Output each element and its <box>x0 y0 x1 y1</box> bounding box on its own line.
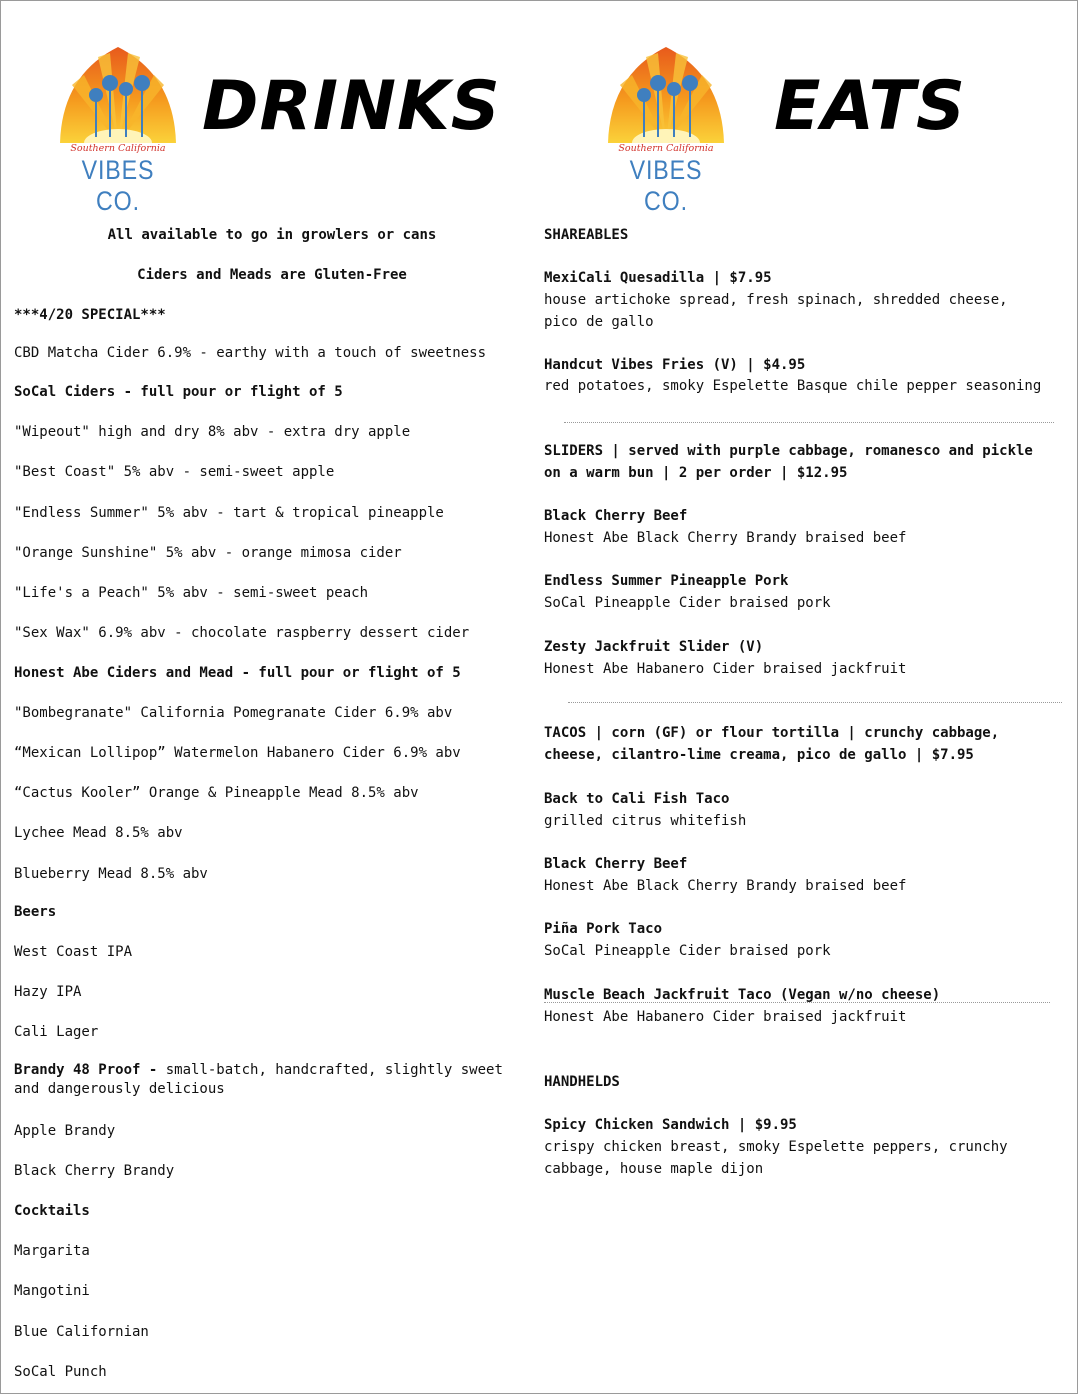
brandy-description: small-batch, handcrafted, slightly sweet and dangerously delicious <box>14 1062 503 1097</box>
taco-name: Black Cherry Beef <box>544 856 688 872</box>
taco-description: Honest Abe Black Cherry Brandy braised beef <box>544 878 907 894</box>
sliders-heading-cont: on a warm bun | 2 per order | $12.95 <box>544 465 848 481</box>
list-item: "Orange Sunshine" 5% abv - orange mimosa cider <box>14 545 402 561</box>
beers-heading: Beers <box>14 904 57 920</box>
list-item: Mangotini <box>14 1283 90 1299</box>
shareables-heading: SHAREABLES <box>544 227 629 243</box>
list-item: Apple Brandy <box>14 1123 116 1139</box>
list-item: Blueberry Mead 8.5% abv <box>14 866 208 882</box>
slider-description: SoCal Pineapple Cider braised pork <box>544 595 831 611</box>
sandwich-name: Spicy Chicken Sandwich | $9.95 <box>544 1117 797 1133</box>
list-item: Margarita <box>14 1243 90 1259</box>
list-item: "Wipeout" high and dry 8% abv - extra dry apple <box>14 424 411 440</box>
list-item: Blue Californian <box>14 1324 149 1340</box>
brandy-heading: Brandy 48 Proof - <box>14 1062 158 1078</box>
slider-name: Black Cherry Beef <box>544 508 688 524</box>
list-item: Hazy IPA <box>14 984 82 1000</box>
tacos-heading: TACOS | corn (GF) or flour tortilla | crunchy cabbage, <box>544 725 1000 741</box>
list-item: Cali Lager <box>14 1024 99 1040</box>
sliders-heading: SLIDERS | served with purple cabbage, romanesco and pickle <box>544 443 1033 459</box>
brandy-block <box>14 1061 530 1099</box>
taco-description: Honest Abe Habanero Cider braised jackfruit <box>544 1009 907 1025</box>
list-item: "Sex Wax" 6.9% abv - chocolate raspberry dessert cider <box>14 625 470 641</box>
fries-name: Handcut Vibes Fries (V) | $4.95 <box>544 357 806 373</box>
taco-description: SoCal Pineapple Cider braised pork <box>544 943 831 959</box>
list-item: SoCal Punch <box>14 1364 107 1380</box>
section-divider <box>544 1002 1050 1003</box>
sunburst-palm-icon <box>58 45 178 143</box>
list-item: “Cactus Kooler” Orange & Pineapple Mead 8.5% abv <box>14 785 419 801</box>
list-item: "Bombegranate" California Pomegranate Cider 6.9% abv <box>14 705 453 721</box>
section-divider <box>564 422 1054 423</box>
list-item: "Best Coast" 5% abv - semi-sweet apple <box>14 464 335 480</box>
sandwich-description: crispy chicken breast, smoky Espelette peppers, crunchy <box>544 1139 1008 1155</box>
special-heading: ***4/20 SPECIAL*** <box>14 307 166 323</box>
list-item: “Mexican Lollipop” Watermelon Habanero Cider 6.9% abv <box>14 745 461 761</box>
list-item: Lychee Mead 8.5% abv <box>14 825 183 841</box>
list-item: "Endless Summer" 5% abv - tart & tropical pineapple <box>14 505 444 521</box>
vibes-co-logo-drinks <box>58 45 178 216</box>
sandwich-description-cont: cabbage, house maple dijon <box>544 1161 764 1177</box>
quesadilla-description: house artichoke spread, fresh spinach, shredded cheese, <box>544 292 1008 308</box>
eats-title: EATS <box>774 67 966 146</box>
cocktails-heading: Cocktails <box>14 1203 90 1219</box>
logo-subtitle: Southern California <box>618 143 714 154</box>
sunburst-palm-icon <box>606 45 726 143</box>
logo-brand: VIBES CO. <box>81 155 155 216</box>
quesadilla-description-cont: pico de gallo <box>544 314 654 330</box>
list-item: Black Cherry Brandy <box>14 1163 175 1179</box>
slider-name: Zesty Jackfruit Slider (V) <box>544 639 764 655</box>
taco-name: Muscle Beach Jackfruit Taco (Vegan w/no cheese) <box>544 987 941 1003</box>
quesadilla-name: MexiCali Quesadilla | $7.95 <box>544 270 772 286</box>
handhelds-heading: HANDHELDS <box>544 1074 620 1090</box>
intro-line-growlers: All available to go in growlers or cans <box>107 227 437 243</box>
intro-line-gluten-free: Ciders and Meads are Gluten-Free <box>137 267 407 283</box>
taco-name: Piña Pork Taco <box>544 921 663 937</box>
logo-subtitle: Southern California <box>70 143 166 154</box>
tacos-heading-cont: cheese, cilantro-lime creama, pico de gallo | $7.95 <box>544 747 974 763</box>
list-item: "Life's a Peach" 5% abv - semi-sweet peach <box>14 585 369 601</box>
slider-name: Endless Summer Pineapple Pork <box>544 573 789 589</box>
taco-description: grilled citrus whitefish <box>544 813 747 829</box>
slider-description: Honest Abe Black Cherry Brandy braised beef <box>544 530 907 546</box>
logo-brand: VIBES CO. <box>629 155 703 216</box>
fries-description: red potatoes, smoky Espelette Basque chile pepper seasoning <box>544 378 1042 394</box>
slider-description: Honest Abe Habanero Cider braised jackfruit <box>544 661 907 677</box>
honest-abe-heading: Honest Abe Ciders and Mead - full pour or flight of 5 <box>14 665 461 681</box>
taco-name: Back to Cali Fish Taco <box>544 791 730 807</box>
socal-ciders-heading: SoCal Ciders - full pour or flight of 5 <box>14 384 343 400</box>
special-item: CBD Matcha Cider 6.9% - earthy with a touch of sweetness <box>14 345 487 361</box>
vibes-co-logo-eats <box>606 45 726 216</box>
list-item: West Coast IPA <box>14 944 133 960</box>
drinks-title: DRINKS <box>202 67 501 146</box>
section-divider <box>568 702 1062 703</box>
